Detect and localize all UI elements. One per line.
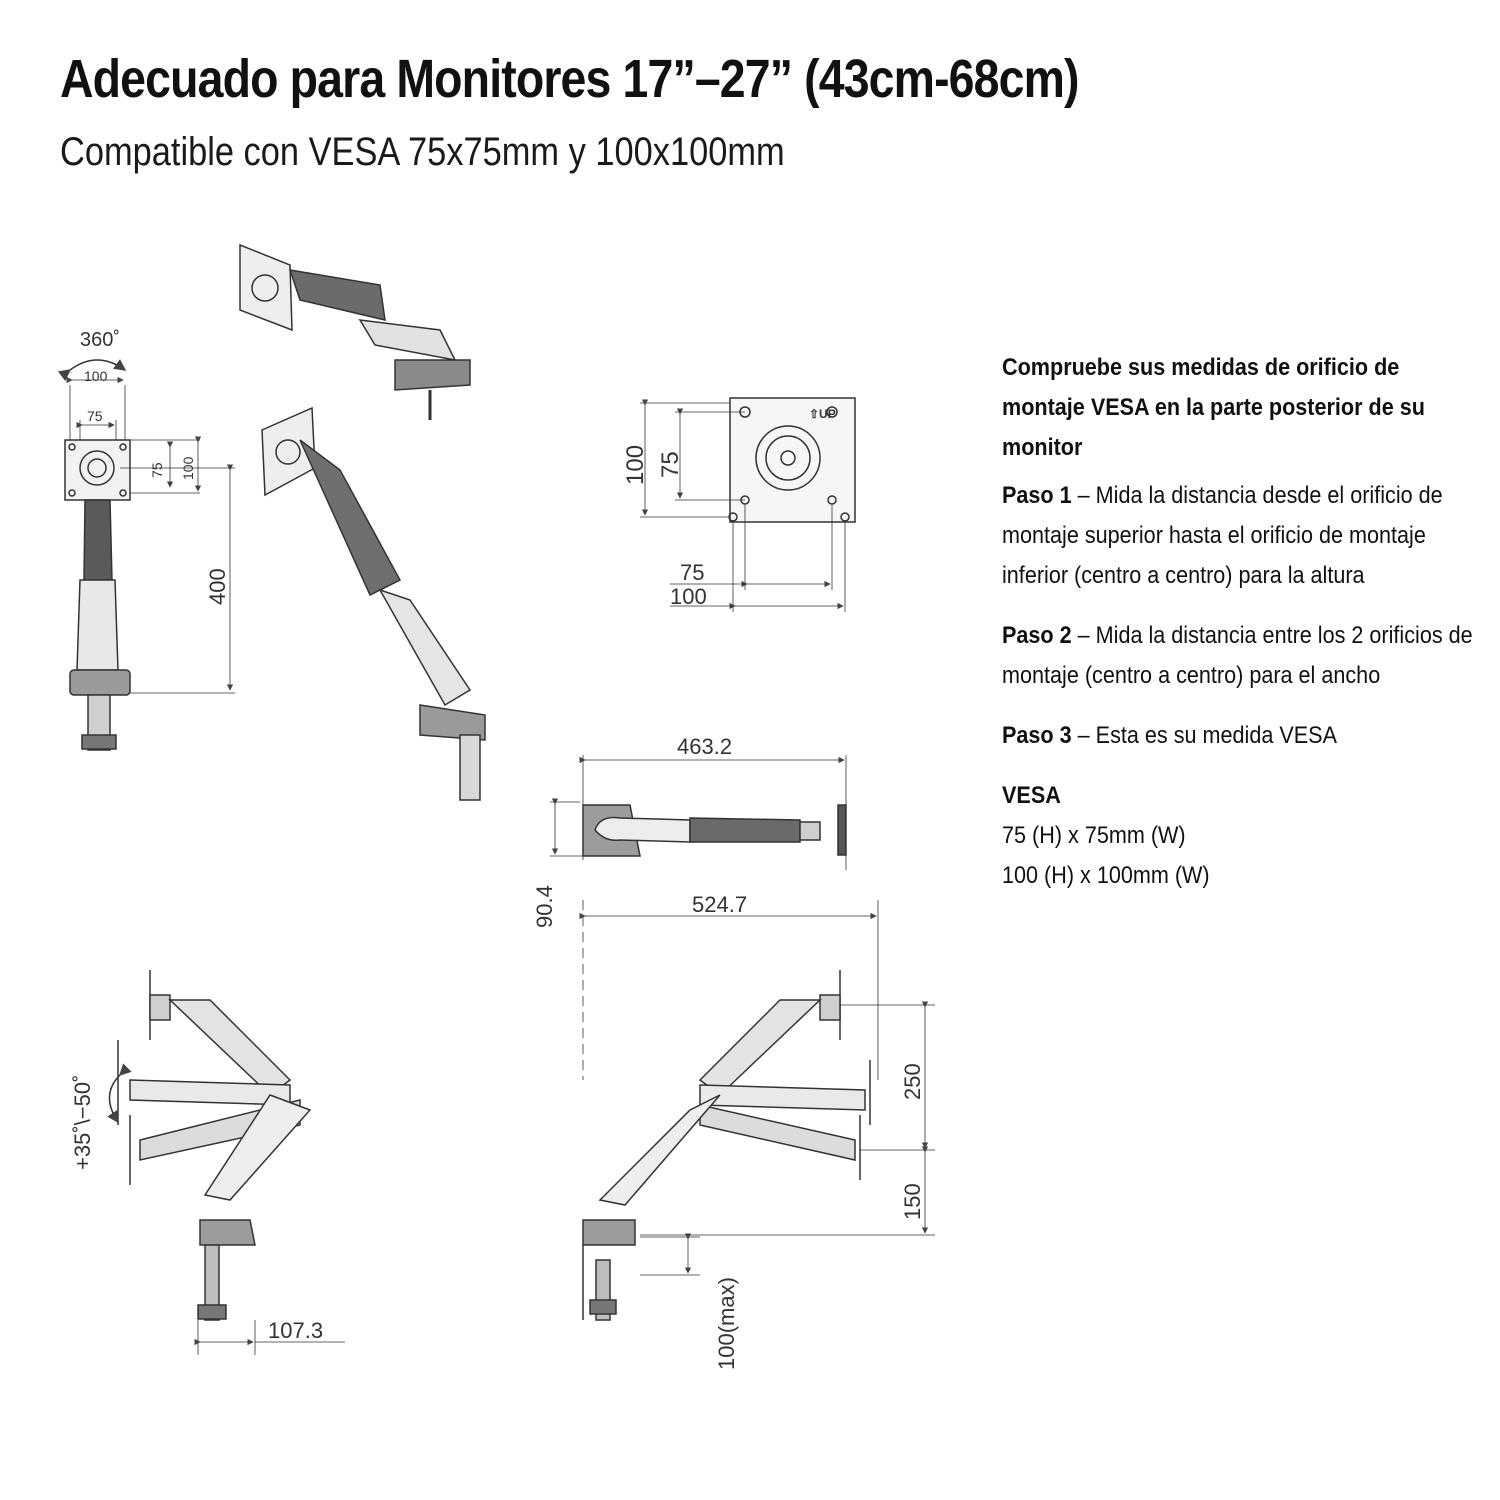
plate-width-100-label: 100 [670,584,707,609]
range-lower-label: 150 [900,1183,925,1220]
vesa-title: VESA [1002,782,1061,809]
side-height-75-label: 75 [149,462,165,478]
top-view-drawing [550,755,846,870]
side-view-tilt-drawing [109,970,345,1355]
top-depth-label: 90.4 [532,885,557,928]
plate-height-75-label: 75 [657,451,684,478]
top-length-label: 463.2 [677,734,733,759]
perspective-view-large [262,408,485,800]
clamp-max-label: 100(max) [714,1277,739,1370]
side-height-100-label: 100 [180,456,196,480]
side-view-height-drawing [583,970,935,1320]
step-1-text: – Mida la distancia desde el orificio de montaje superior hasta el orificio de montaje inferior (centro a centro) para la altura [1002,482,1443,589]
perspective-view-small [240,245,470,420]
vesa-size-100: 100 (H) x 100mm (W) [1002,862,1210,889]
tilt-label: +35˚\−50˚ [70,1074,95,1170]
step-2-text: – Mida la distancia entre los 2 orificios de montaje (centro a centro) para el ancho [1002,622,1473,689]
page-subtitle: Compatible con VESA 75x75mm y 100x100mm [60,130,785,174]
plate-width-75-label: 75 [680,560,705,585]
clamp-offset-label: 107.3 [268,1318,324,1343]
step-2 [1002,616,1479,696]
vesa-plate-detail [640,398,855,612]
instructions-heading: Compruebe sus medidas de orificio de montaje VESA en la parte posterior de su monitor [1002,354,1425,461]
step-1 [1002,476,1479,596]
side-width-100-label: 100 [84,368,108,384]
step-3 [1002,716,1479,756]
page-title: Adecuado para Monitores 17”–27” (43cm-68cm) [60,49,1079,109]
vesa-instructions [1002,348,1473,896]
step-1-label: Paso 1 [1002,482,1072,509]
step-3-label: Paso 3 [1002,722,1072,749]
up-marker: ⇧UP [809,407,836,421]
pole-height-label: 400 [205,568,230,605]
step-3-text: – Esta es su medida VESA [1071,722,1337,749]
rotation-label: 360˚ [80,329,121,351]
vesa-size-75: 75 (H) x 75mm (W) [1002,822,1186,849]
step-2-label: Paso 2 [1002,622,1072,649]
range-upper-label: 250 [900,1063,925,1100]
reach-label: 524.7 [692,892,748,917]
side-width-75-label: 75 [87,408,103,424]
plate-height-100-label: 100 [622,444,649,485]
